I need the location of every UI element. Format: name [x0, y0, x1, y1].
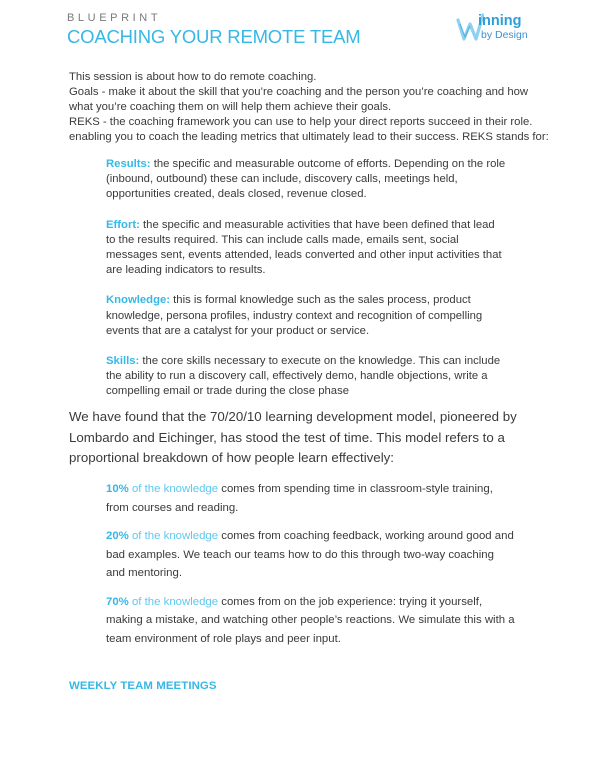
learning-model-list	[106, 480, 516, 658]
reks-list	[106, 157, 506, 415]
percentage: 70%	[106, 595, 129, 608]
intro-paragraph: This session is about how to do remote coaching.	[69, 71, 317, 83]
logo-word-inning: inning	[478, 13, 522, 29]
item-description: comes from on the job experience: trying it yourself, making a mistake, and watching other people’s reactions. We simulate this with a team environment of role plays and peer input.	[106, 595, 515, 645]
reks-description: the core skills necessary to execute on the knowledge. This can include the ability to run a discovery call, effectively demo, handle objections, write a compelling email or trade during the close phase	[106, 355, 501, 398]
intro-paragraph: Goals - make it about the skill that you’re coaching and the person you’re coaching and how what you’re coaching them on will help them achieve their goals.	[69, 86, 529, 113]
page-title: COACHING YOUR REMOTE TEAM	[67, 26, 361, 47]
intro-paragraph: REKS - the coaching framework you can use to help your direct reports succeed in their role. enabling you to coach the leading metrics that ultimately lead to their success. REKS stands for:	[69, 116, 549, 143]
percentage-label: of the knowledge	[128, 530, 219, 542]
percentage: 10%	[106, 483, 129, 495]
learning-model-item-20	[106, 527, 516, 583]
reks-description: the specific and measurable activities that have been defined that lead to the results required. This can include calls made, emails sent, social messages sent, events attended, leads converted and other input activities that are leading indicators to results.	[106, 218, 502, 277]
learning-model-item-10	[106, 480, 516, 517]
reks-term: Skills:	[106, 355, 140, 368]
item-description: comes from coaching feedback, working around good and bad examples. We teach our teams how to do this through two-way coaching and mentoring.	[106, 530, 514, 579]
percentage-label: of the knowledge	[128, 595, 219, 608]
reks-item-effort	[106, 218, 506, 279]
percentage-label: of the knowledge	[128, 483, 219, 495]
document-header	[67, 12, 360, 48]
reks-item-knowledge	[106, 293, 506, 339]
reks-term: Effort:	[106, 218, 140, 231]
reks-term: Results:	[106, 158, 151, 170]
intro-section	[69, 70, 549, 145]
section-heading-weekly-team-meetings: WEEKLY TEAM MEETINGS	[69, 680, 217, 692]
reks-description: this is formal knowledge such as the sales process, product knowledge, persona profiles, industry context and recognition of compelling events that are a catalyst for your product or service.	[106, 294, 483, 337]
eyebrow-label: BLUEPRINT	[67, 12, 162, 24]
reks-description: the specific and measurable outcome of efforts. Depending on the role (inbound, outbound) these can include, discovery calls, meetings held, opportunities created, deals closed, revenue closed.	[106, 158, 506, 201]
reks-item-skills	[106, 354, 506, 400]
percentage: 20%	[106, 530, 129, 542]
learning-model-item-70	[106, 593, 516, 649]
learning-model-intro	[69, 407, 549, 469]
item-description: comes from spending time in classroom-style training, from courses and reading.	[106, 483, 493, 514]
learning-model-paragraph: We have found that the 70/20/10 learning development model, pioneered by Lombardo and Eichinger, has stood the test of time. This model refers to a proportional breakdown of how people learn effectively:	[69, 409, 517, 465]
reks-term: Knowledge:	[106, 294, 171, 307]
winning-by-design-logo	[456, 12, 536, 42]
logo-word-by-design: by Design	[481, 29, 528, 41]
reks-item-results	[106, 157, 506, 203]
